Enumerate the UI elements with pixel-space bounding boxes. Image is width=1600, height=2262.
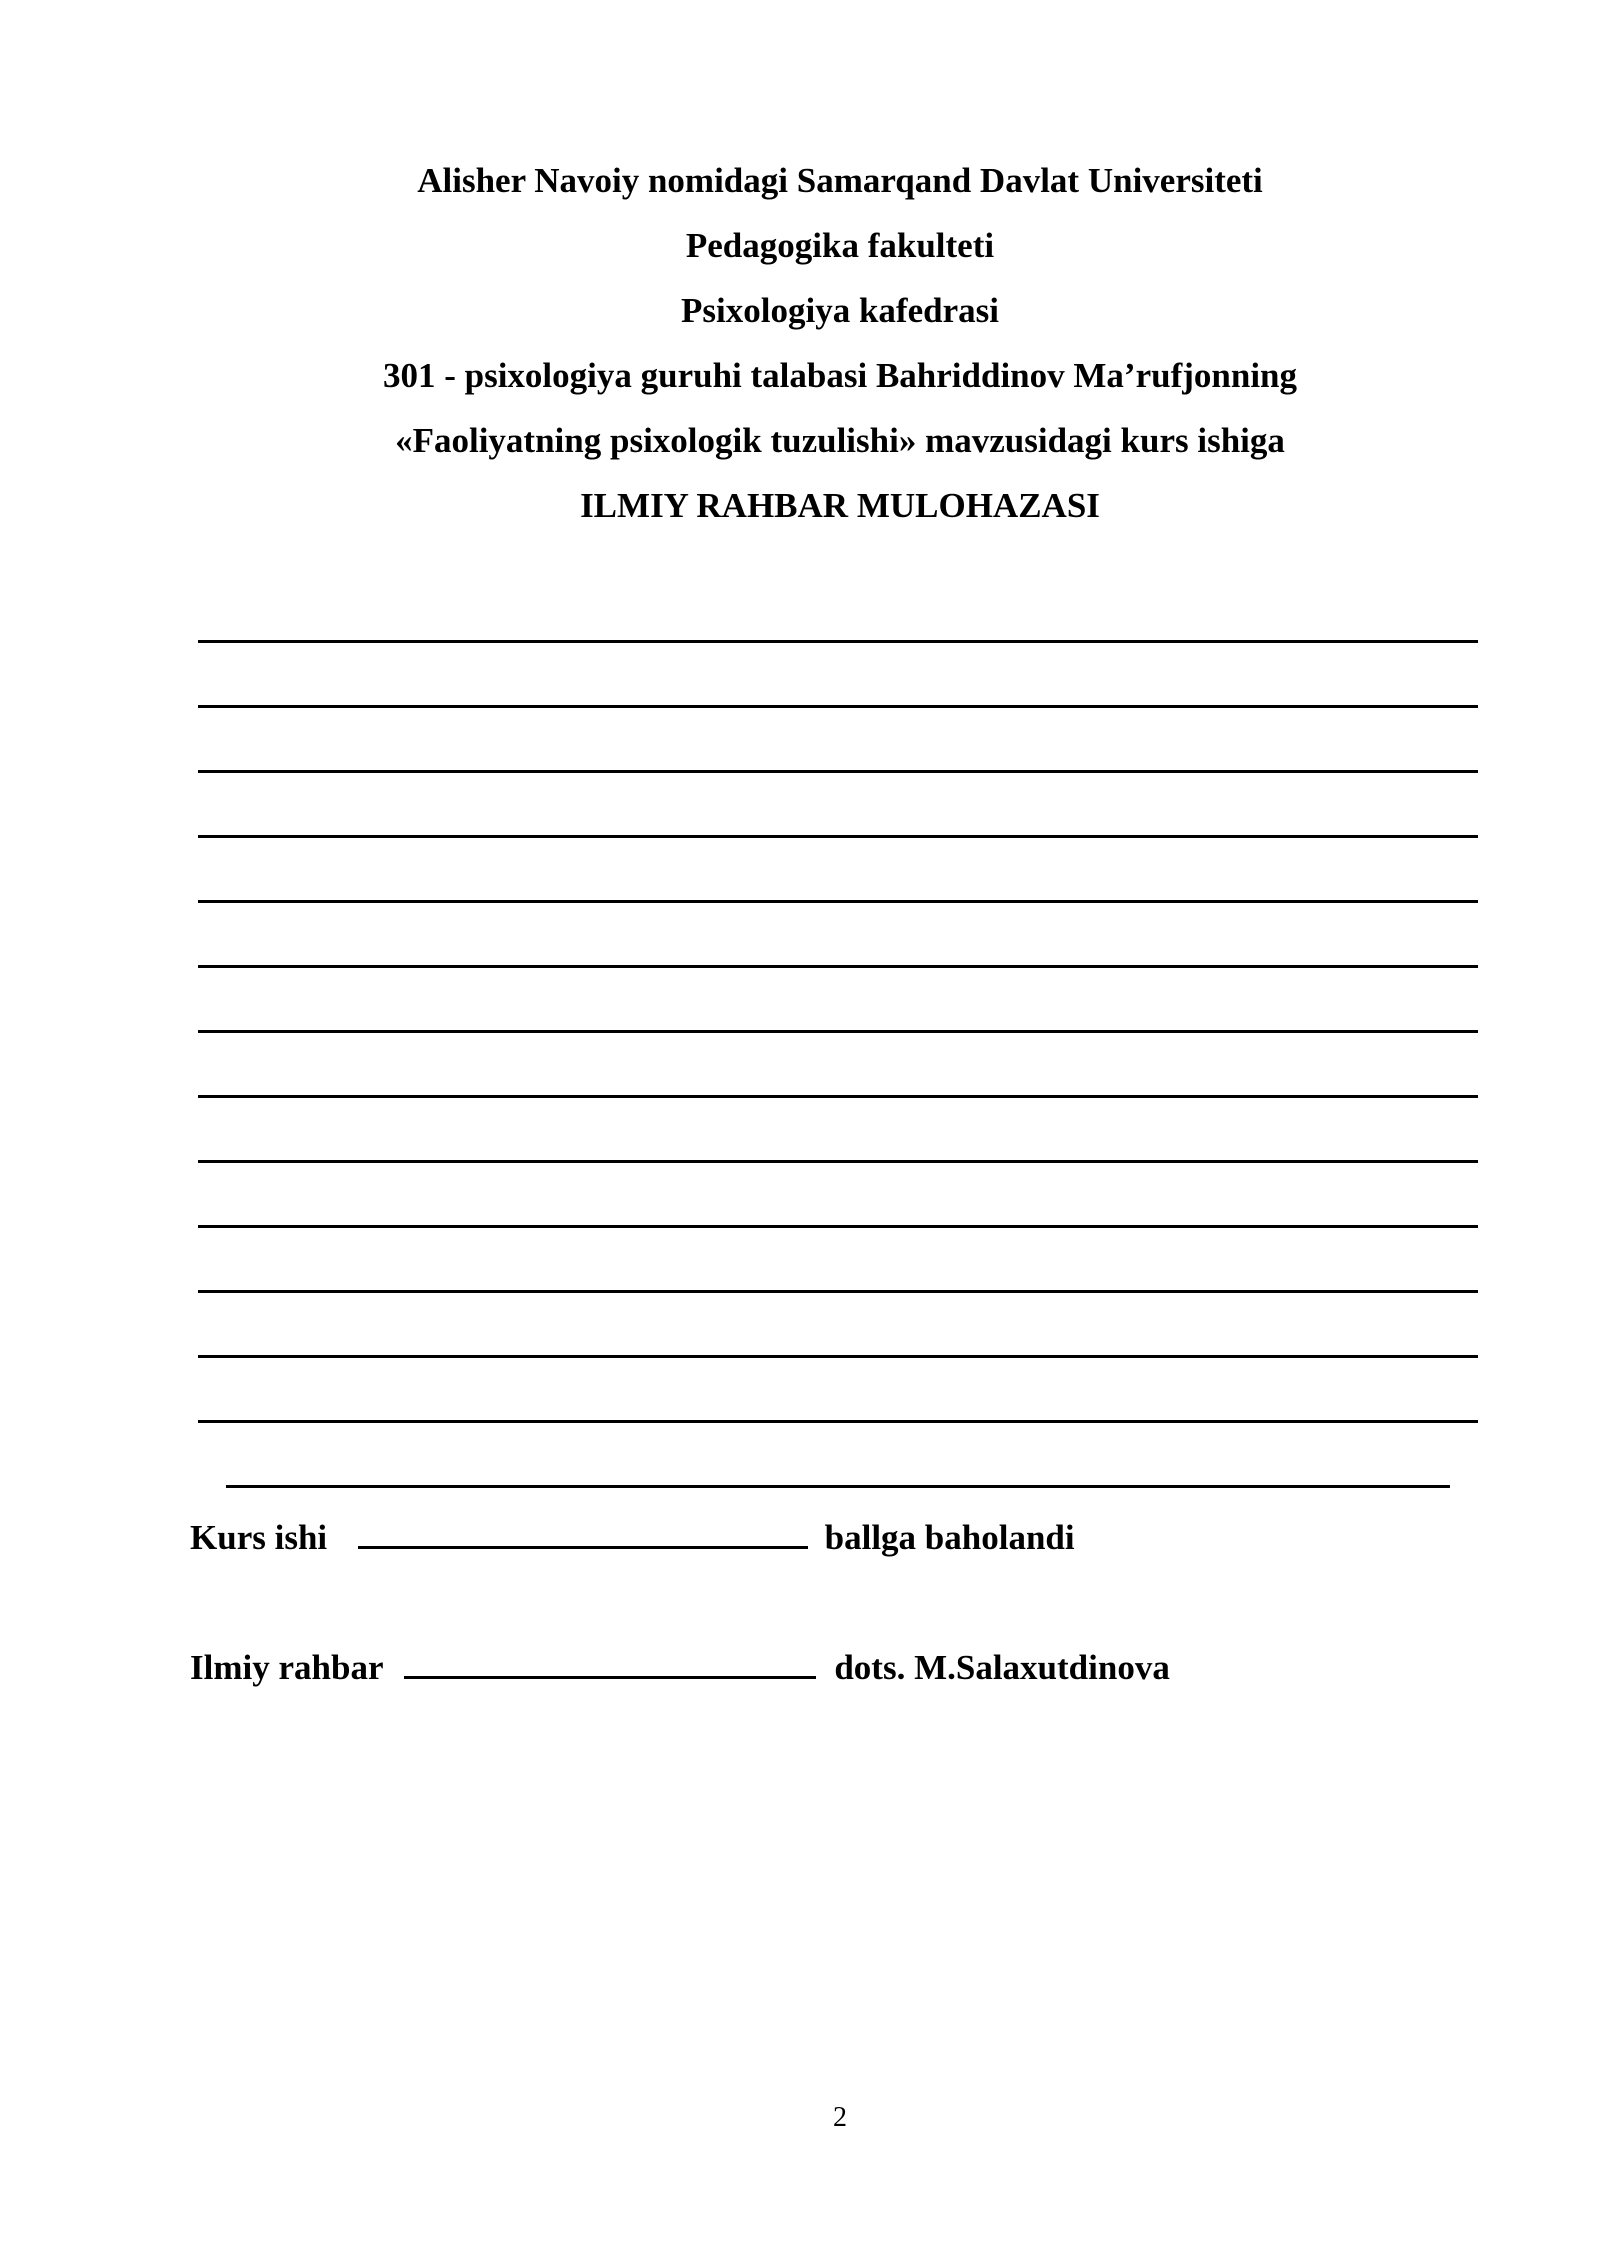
grade-blank (358, 1516, 808, 1549)
faculty-name: Pedagogika fakulteti (685, 226, 995, 265)
grade-suffix: ballga baholandi (824, 1518, 1075, 1557)
comment-line (198, 1358, 1478, 1423)
supervisor-label: Ilmiy rahbar (190, 1648, 383, 1687)
document-header (0, 148, 1600, 538)
comment-line (198, 578, 1478, 643)
comment-line (198, 903, 1478, 968)
page-number: 2 (833, 2102, 847, 2133)
signature-blank (404, 1646, 816, 1679)
topic-line: «Faoliyatning psixologik tuzulishi» mavzusidagi kurs ishiga (395, 421, 1285, 460)
comment-line (198, 773, 1478, 838)
comment-line (198, 968, 1478, 1033)
department-name: Psixologiya kafedrasi (681, 291, 999, 330)
comment-line (198, 1098, 1478, 1163)
grade-row (190, 1516, 1075, 1560)
supervisor-row (190, 1646, 1170, 1690)
comment-line (198, 1033, 1478, 1098)
comment-line (198, 1228, 1478, 1293)
student-line: 301 - psixologiya guruhi talabasi Bahriddinov Ma’rufjonning (382, 356, 1298, 395)
comment-line (198, 708, 1478, 773)
comment-line (198, 643, 1478, 708)
university-name: Alisher Navoiy nomidagi Samarqand Davlat Universiteti (417, 161, 1263, 200)
grade-label: Kurs ishi (190, 1518, 328, 1557)
supervisor-name: dots. M.Salaxutdinova (834, 1648, 1170, 1687)
comment-lines (198, 578, 1478, 1488)
comment-line (198, 1293, 1478, 1358)
comment-line (226, 1423, 1450, 1488)
document-title: ILMIY RAHBAR MULOHAZASI (580, 486, 1100, 525)
comment-line (198, 1163, 1478, 1228)
comment-line (198, 838, 1478, 903)
